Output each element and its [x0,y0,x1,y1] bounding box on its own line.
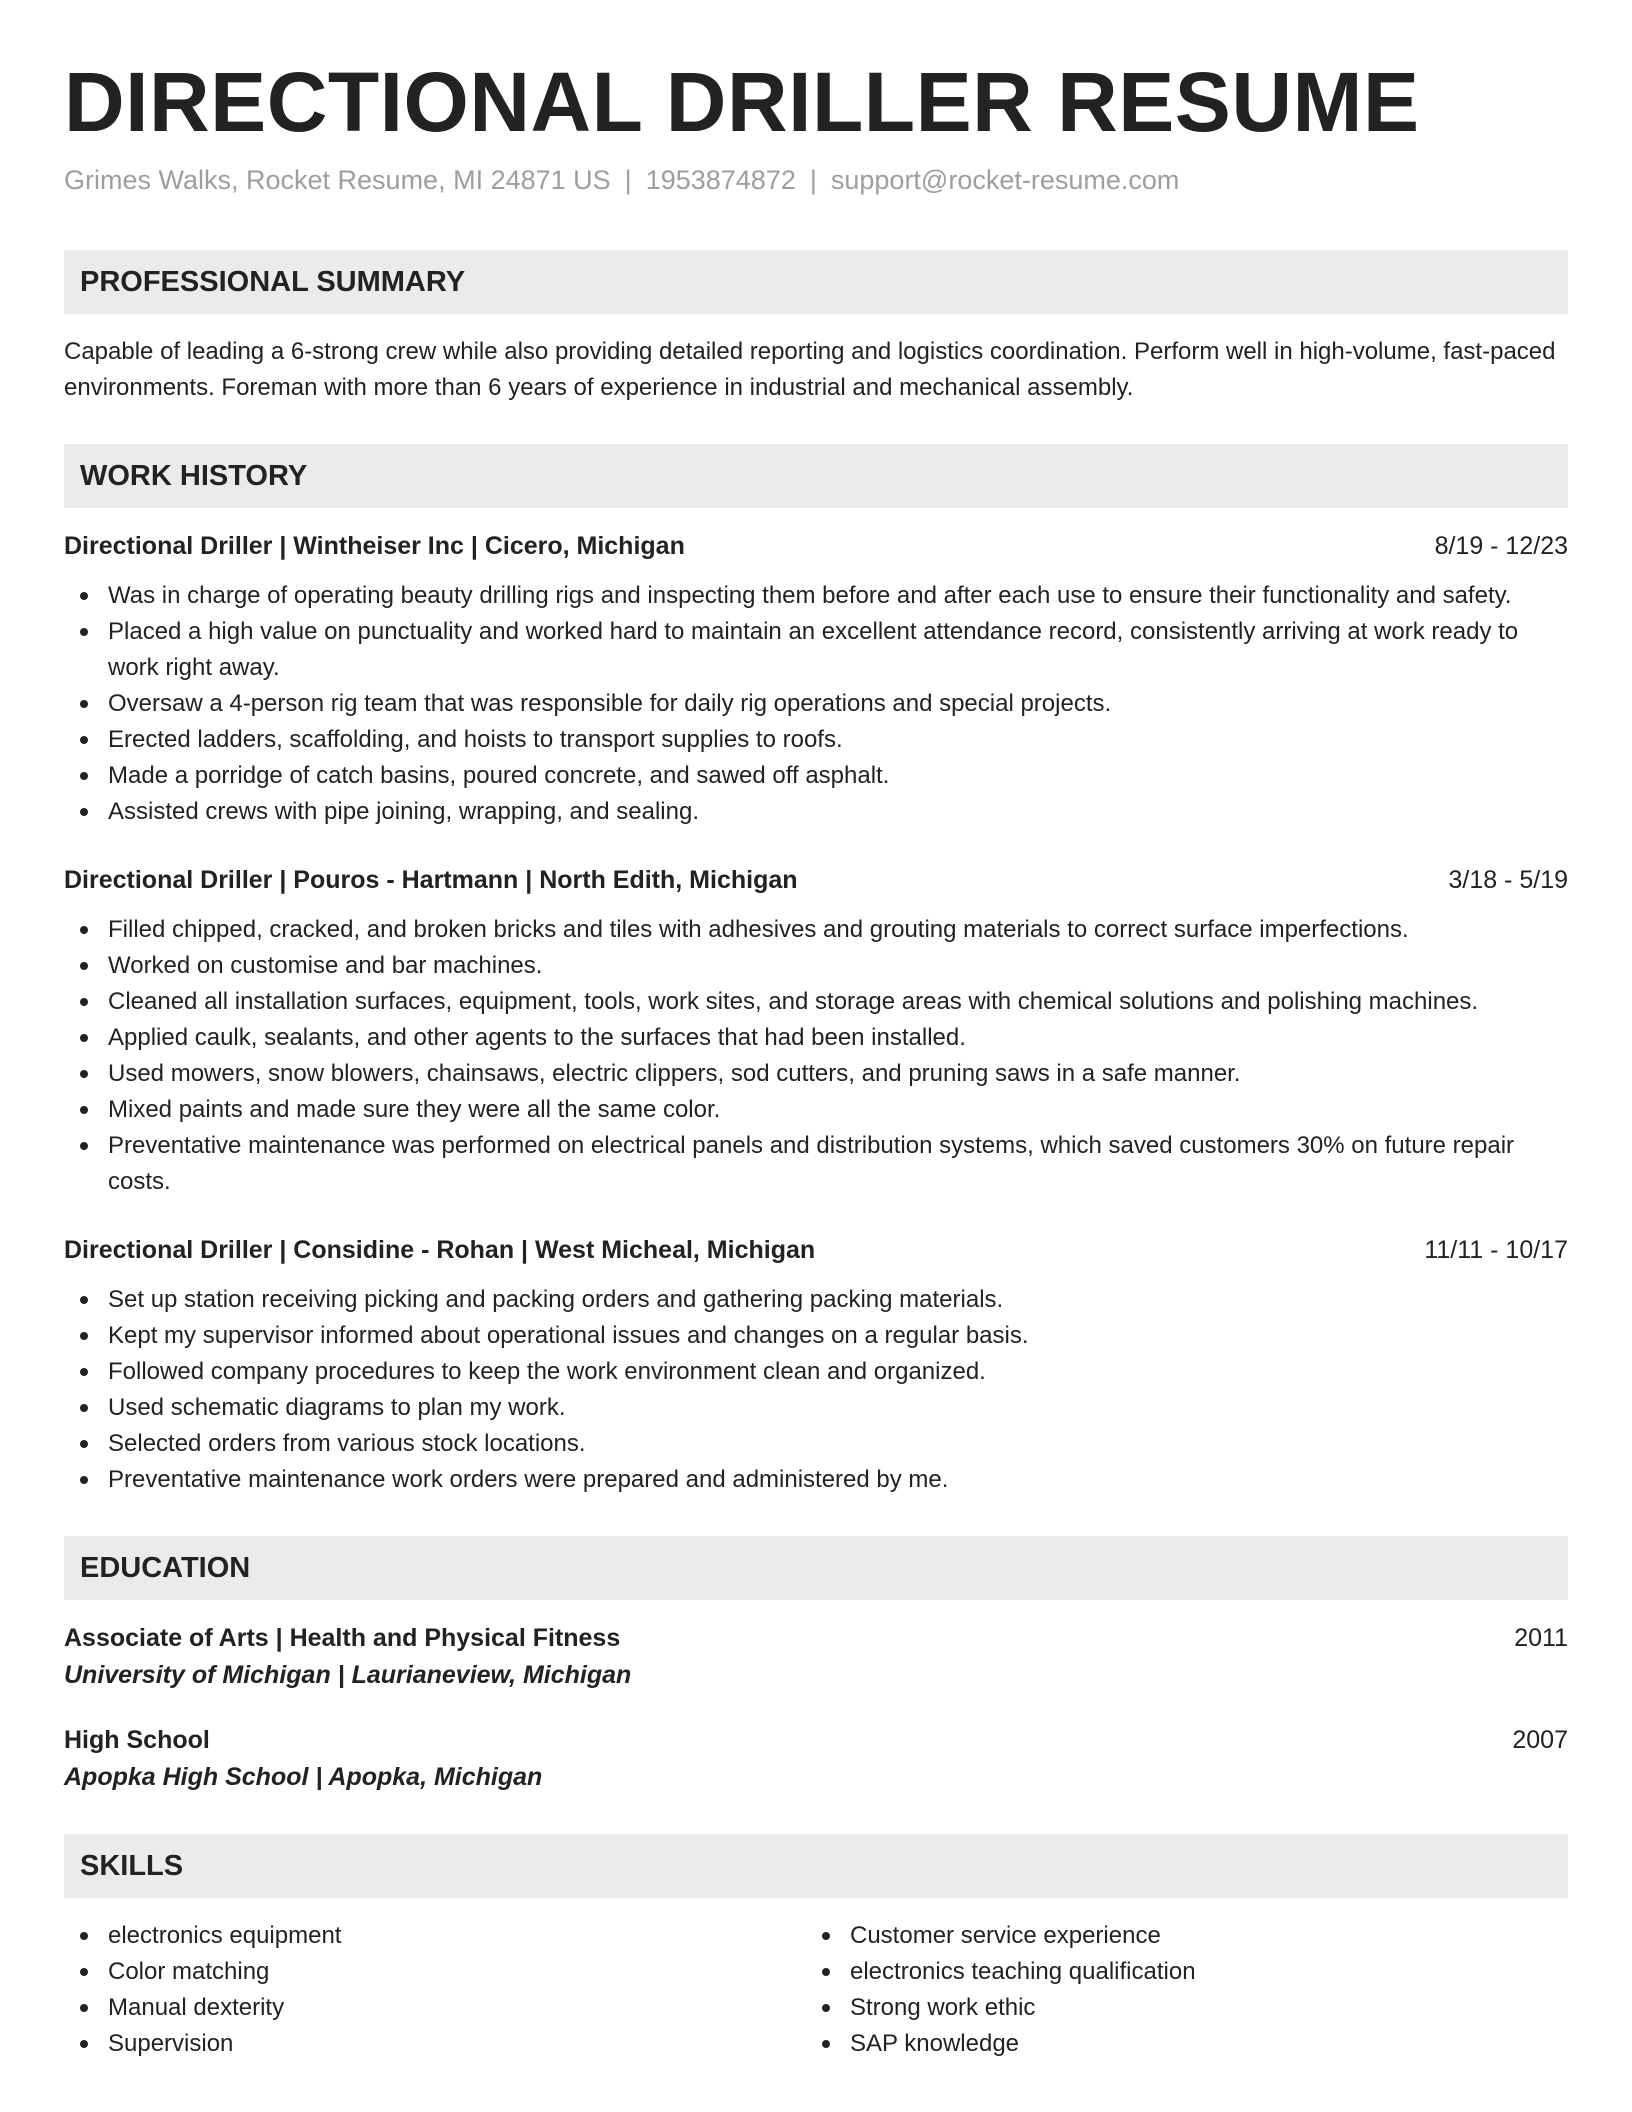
job-bullet: Erected ladders, scaffolding, and hoists to transport supplies to roofs. [64,722,1568,758]
resume-title: DIRECTIONAL DRILLER RESUME [64,55,1420,149]
job-bullet: Applied caulk, sealants, and other agents to the surfaces that had been installed. [64,1020,1568,1056]
job-bullet: Mixed paints and made sure they were all the same color. [64,1092,1568,1128]
resume-page [64,52,1568,2062]
skill-item: Color matching [64,1954,806,1990]
job-bullet: Used schematic diagrams to plan my work. [64,1390,1568,1426]
skill-item: SAP knowledge [806,2026,1548,2062]
job-dates: 8/19 - 12/23 [1434,532,1568,560]
job-bullet-list [64,912,1568,1200]
job-bullet: Followed company procedures to keep the work environment clean and organized. [64,1354,1568,1390]
education-header [64,1620,1568,1656]
job-bullet: Cleaned all installation surfaces, equipment, tools, work sites, and storage areas with chemical solutions and polishing machines. [64,984,1568,1020]
job-bullet: Made a porridge of catch basins, poured concrete, and sawed off asphalt. [64,758,1568,794]
job-bullet: Worked on customise and bar machines. [64,948,1568,984]
job-bullet-list [64,578,1568,830]
education-degree: Associate of Arts | Health and Physical Fitness [64,1624,621,1652]
contact-separator: | [809,165,817,195]
section-header-summary: PROFESSIONAL SUMMARY [64,250,1568,314]
skill-item: Manual dexterity [64,1990,806,2026]
job-title: Directional Driller | Pouros - Hartmann | North Edith, Michigan [64,866,798,894]
skills-list-left [64,1918,806,2062]
section-header-education: EDUCATION [64,1536,1568,1600]
job-title: Directional Driller | Considine - Rohan | West Micheal, Michigan [64,1236,816,1264]
skills-columns [64,1918,1568,2062]
job-entry [64,862,1568,1200]
job-bullet: Kept my supervisor informed about operational issues and changes on a regular basis. [64,1318,1568,1354]
education-year: 2007 [1512,1726,1568,1754]
contact-address: Grimes Walks, Rocket Resume, MI 24871 US [64,165,611,195]
skill-item: electronics equipment [64,1918,806,1954]
section-header-work-history: WORK HISTORY [64,444,1568,508]
skill-item: electronics teaching qualification [806,1954,1548,1990]
job-dates: 11/11 - 10/17 [1424,1236,1568,1264]
education-header [64,1722,1568,1758]
job-bullet: Filled chipped, cracked, and broken bricks and tiles with adhesives and grouting materials to correct surface imperfections. [64,912,1568,948]
job-bullet: Was in charge of operating beauty drilling rigs and inspecting them before and after each use to ensure their functionality and safety. [64,578,1568,614]
contact-phone: 1953874872 [645,165,796,195]
job-bullet: Used mowers, snow blowers, chainsaws, electric clippers, sod cutters, and pruning saws in a safe manner. [64,1056,1568,1092]
skill-item: Supervision [64,2026,806,2062]
education-school: Apopka High School | Apopka, Michigan [64,1763,543,1791]
job-bullet-list [64,1282,1568,1498]
education-degree: High School [64,1726,210,1754]
education-entry [64,1620,1568,1694]
job-dates: 3/18 - 5/19 [1448,866,1568,894]
job-entry [64,1232,1568,1498]
job-entry [64,528,1568,830]
skills-list-right [806,1918,1548,2062]
job-bullet: Set up station receiving picking and packing orders and gathering packing materials. [64,1282,1568,1318]
contact-email: support@rocket-resume.com [830,165,1180,195]
job-bullet: Preventative maintenance was performed on electrical panels and distribution systems, which saved customers 30% on future repair costs. [64,1128,1568,1200]
job-bullet: Oversaw a 4-person rig team that was responsible for daily rig operations and special projects. [64,686,1568,722]
education-entry [64,1722,1568,1796]
job-bullet: Placed a high value on punctuality and worked hard to maintain an excellent attendance record, consistently arriving at work ready to work right away. [64,614,1568,686]
education-year: 2011 [1514,1624,1568,1652]
job-header [64,528,1568,564]
job-bullet: Assisted crews with pipe joining, wrapping, and sealing. [64,794,1568,830]
job-header [64,1232,1568,1268]
job-bullet: Preventative maintenance work orders were prepared and administered by me. [64,1462,1568,1498]
contact-line [64,162,1568,198]
education-school: University of Michigan | Laurianeview, Michigan [64,1661,632,1689]
contact-separator: | [624,165,632,195]
job-title: Directional Driller | Wintheiser Inc | Cicero, Michigan [64,532,685,560]
skill-item: Strong work ethic [806,1990,1548,2026]
job-bullet: Selected orders from various stock locations. [64,1426,1568,1462]
summary-text: Capable of leading a 6-strong crew while also providing detailed reporting and logistics coordination. Perform well in high-volume, fast-paced environments. Foreman with more than 6 years of experience in industrial and mechanical assembly. [64,338,1556,401]
skill-item: Customer service experience [806,1918,1548,1954]
section-header-skills: SKILLS [64,1834,1568,1898]
job-header [64,862,1568,898]
